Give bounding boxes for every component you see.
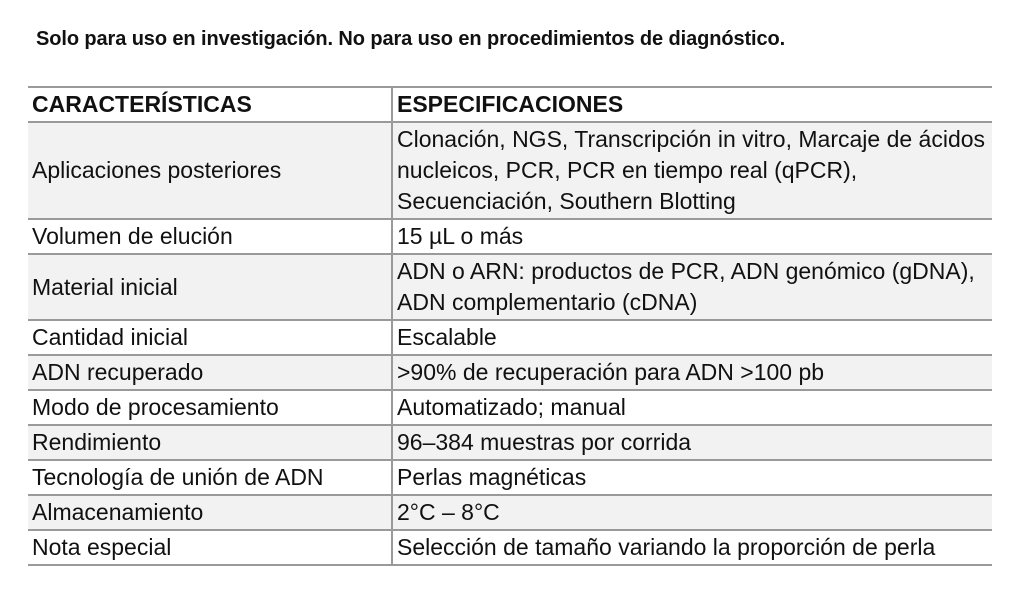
table-row bbox=[28, 219, 992, 254]
feature-cell: Material inicial bbox=[28, 254, 392, 320]
table-row bbox=[28, 122, 992, 219]
feature-cell: Cantidad inicial bbox=[28, 320, 392, 355]
table-row bbox=[28, 530, 992, 565]
table-row bbox=[28, 355, 992, 390]
table-header-row bbox=[28, 87, 992, 122]
table-row bbox=[28, 254, 992, 320]
spec-cell: Perlas magnéticas bbox=[392, 460, 992, 495]
feature-cell: Volumen de elución bbox=[28, 219, 392, 254]
specifications-table bbox=[28, 86, 992, 566]
table-row bbox=[28, 425, 992, 460]
disclaimer-text: Solo para uso en investigación. No para uso en procedimientos de diagnóstico. bbox=[36, 28, 786, 50]
spec-cell: Escalable bbox=[392, 320, 992, 355]
spec-cell: >90% de recuperación para ADN >100 pb bbox=[392, 355, 992, 390]
feature-cell: Rendimiento bbox=[28, 425, 392, 460]
spec-cell: 2°C – 8°C bbox=[392, 495, 992, 530]
spec-cell: ADN o ARN: productos de PCR, ADN genómico (gDNA), ADN complementario (cDNA) bbox=[392, 254, 992, 320]
feature-cell: Modo de procesamiento bbox=[28, 390, 392, 425]
table-row bbox=[28, 320, 992, 355]
feature-cell: Nota especial bbox=[28, 530, 392, 565]
spec-cell: Selección de tamaño variando la proporción de perla bbox=[392, 530, 992, 565]
table-row bbox=[28, 495, 992, 530]
spec-cell: 96–384 muestras por corrida bbox=[392, 425, 992, 460]
feature-cell: ADN recuperado bbox=[28, 355, 392, 390]
spec-cell: Automatizado; manual bbox=[392, 390, 992, 425]
header-specifications: ESPECIFICACIONES bbox=[392, 87, 992, 122]
spec-cell: Clonación, NGS, Transcripción in vitro, Marcaje de ácidos nucleicos, PCR, PCR en tiempo real (qPCR), Secuenciación, Southern Blotting bbox=[392, 122, 992, 219]
feature-cell: Aplicaciones posteriores bbox=[28, 122, 392, 219]
feature-cell: Almacenamiento bbox=[28, 495, 392, 530]
spec-cell: 15 µL o más bbox=[392, 219, 992, 254]
table-row bbox=[28, 460, 992, 495]
feature-cell: Tecnología de unión de ADN bbox=[28, 460, 392, 495]
header-features: CARACTERÍSTICAS bbox=[28, 87, 392, 122]
table-row bbox=[28, 390, 992, 425]
